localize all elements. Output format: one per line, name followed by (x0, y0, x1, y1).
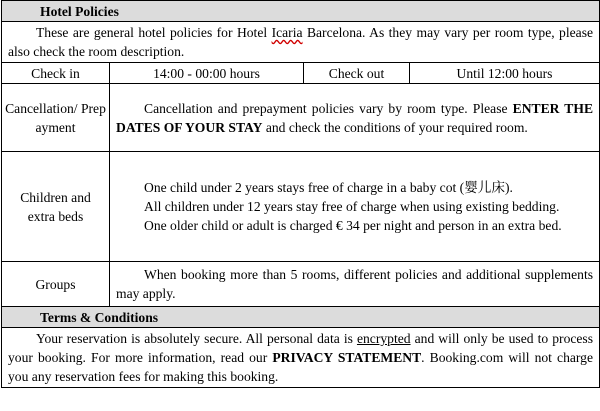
children-line-3: One older child or adult is charged € 34 per night and person in an extra bed. (144, 218, 562, 233)
encrypted-word: encrypted (356, 331, 411, 346)
cancellation-label: Cancellation/ Prepayment (2, 84, 110, 152)
children-label: Children and extra beds (2, 152, 110, 262)
enter-dates-emphasis: ENTER THE DATES OF YOUR STAY (116, 100, 594, 135)
terms-header-row (2, 307, 600, 328)
children-text (110, 152, 600, 262)
terms-text: Your reservation is absolutely secure. All personal data is encrypted and will only be used to process your booking. For more information, read our PRIVACY STATEMENT. Booking.com will not charge you any reservation fees for making this booking. (2, 328, 600, 388)
hotel-policies-header-row (2, 1, 600, 22)
cancellation-row (2, 84, 600, 152)
terms-title: Terms & Conditions (2, 307, 600, 328)
groups-text: When booking more than 5 rooms, different policies and additional supplements may apply. (110, 262, 600, 307)
groups-row (2, 262, 600, 307)
groups-label: Groups (2, 262, 110, 307)
check-in-label: Check in (2, 63, 110, 84)
check-in-value: 14:00 - 00:00 hours (110, 63, 304, 84)
hotel-policies-title: Hotel Policies (2, 1, 600, 22)
children-row (2, 152, 600, 262)
check-out-value: Until 12:00 hours (410, 63, 600, 84)
check-times-row (2, 63, 600, 84)
children-line-1: One child under 2 years stays free of charge in a baby cot (婴儿床). (144, 180, 513, 195)
intro-row (2, 22, 600, 63)
terms-row (2, 328, 600, 388)
hotel-policies-table (1, 0, 600, 388)
hotel-name-word: Icaria (271, 25, 303, 40)
check-out-label: Check out (304, 63, 410, 84)
privacy-statement-link[interactable]: PRIVACY STATEMENT (272, 350, 422, 365)
children-line-2: All children under 12 years stay free of charge when using existing bedding. (144, 199, 560, 214)
cancellation-text: Cancellation and prepayment policies vary by room type. Please ENTER THE DATES OF YOUR STAY and check the conditions of your required room. (110, 84, 600, 152)
intro-text: These are general hotel policies for Hotel Icaria Barcelona. As they may vary per room type, please also check the room description. (2, 22, 600, 63)
